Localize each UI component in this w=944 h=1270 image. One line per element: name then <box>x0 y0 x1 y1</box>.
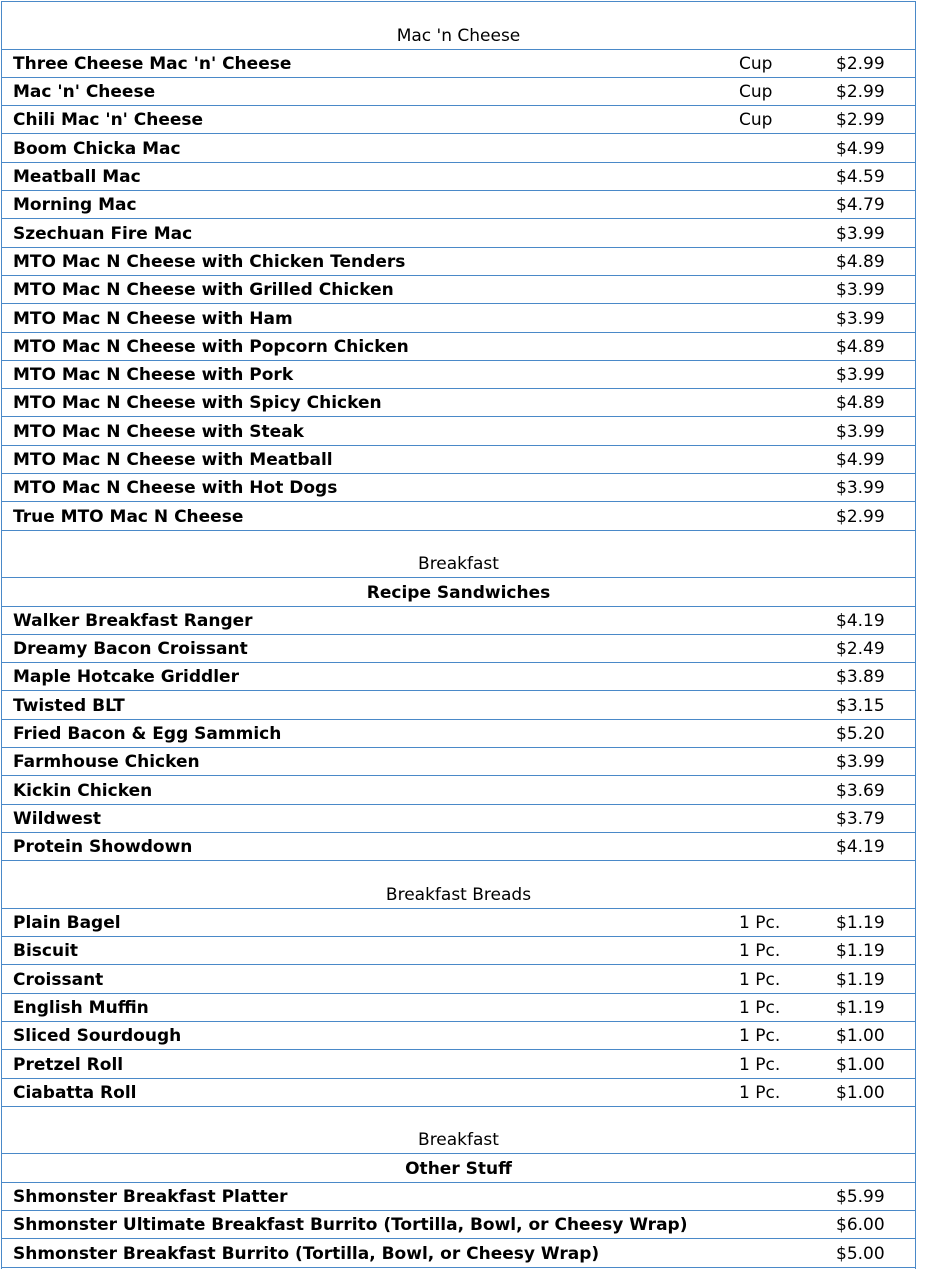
menu-item-row <box>2 389 915 417</box>
item-price: $4.79 <box>836 195 885 216</box>
section-subcaption: Recipe Sandwiches <box>366 582 551 603</box>
item-name: Boom Chicka Mac <box>13 138 181 159</box>
section-subcaption: Other Stuff <box>405 1158 512 1179</box>
item-price: $5.99 <box>836 1187 885 1208</box>
menu-item-row <box>2 1183 915 1211</box>
item-name: Kickin Chicken <box>13 780 153 801</box>
section-caption: Breakfast <box>418 554 499 575</box>
item-price: $3.99 <box>836 421 885 442</box>
item-name: MTO Mac N Cheese with Chicken Tenders <box>13 251 406 272</box>
menu-table <box>1 1 916 1269</box>
menu-item-row <box>2 994 915 1022</box>
menu-item-row <box>2 304 915 332</box>
item-name: Shmonster Breakfast Platter <box>13 1187 288 1208</box>
item-price: $5.00 <box>836 1243 885 1264</box>
item-name: MTO Mac N Cheese with Grilled Chicken <box>13 280 394 301</box>
item-price: $1.19 <box>836 997 885 1018</box>
item-name: MTO Mac N Cheese with Popcorn Chicken <box>13 336 409 357</box>
menu-item-row <box>2 163 915 191</box>
menu-item-row <box>2 78 915 106</box>
item-price: $3.89 <box>836 667 885 688</box>
menu-item-row <box>2 909 915 937</box>
item-price: $3.79 <box>836 808 885 829</box>
menu-item-row <box>2 607 915 635</box>
item-unit: 1 Pc. <box>739 941 781 962</box>
item-price: $1.19 <box>836 913 885 934</box>
menu-item-row <box>2 361 915 389</box>
item-name: True MTO Mac N Cheese <box>13 506 244 527</box>
menu-item-row <box>2 106 915 134</box>
menu-item-row <box>2 748 915 776</box>
menu-item-row <box>2 474 915 502</box>
item-price: $4.59 <box>836 167 885 188</box>
item-unit: 1 Pc. <box>739 1026 781 1047</box>
item-name: Dreamy Bacon Croissant <box>13 639 248 660</box>
section-subheader <box>2 1154 915 1182</box>
item-name: MTO Mac N Cheese with Spicy Chicken <box>13 393 382 414</box>
item-unit: 1 Pc. <box>739 1082 781 1103</box>
item-name: MTO Mac N Cheese with Ham <box>13 308 293 329</box>
item-price: $3.99 <box>836 478 885 499</box>
item-unit: 1 Pc. <box>739 913 781 934</box>
item-price: $4.89 <box>836 336 885 357</box>
item-name: MTO Mac N Cheese with Pork <box>13 365 294 386</box>
item-price: $1.00 <box>836 1054 885 1075</box>
item-name: MTO Mac N Cheese with Meatball <box>13 450 333 471</box>
section-header <box>2 861 915 909</box>
item-name: Shmonster Breakfast Burrito (Tortilla, Bowl, or Cheesy Wrap) <box>13 1243 600 1264</box>
section-header <box>2 531 915 579</box>
item-name: Maple Hotcake Griddler <box>13 667 239 688</box>
item-name: Fried Bacon & Egg Sammich <box>13 724 282 745</box>
menu-item-row <box>2 417 915 445</box>
item-price: $1.19 <box>836 969 885 990</box>
item-name: MTO Mac N Cheese with Hot Dogs <box>13 478 338 499</box>
menu-item-row <box>2 502 915 530</box>
section-subheader <box>2 578 915 606</box>
item-price: $4.99 <box>836 450 885 471</box>
item-price: $3.99 <box>836 280 885 301</box>
item-price: $3.69 <box>836 780 885 801</box>
item-price: $2.99 <box>836 506 885 527</box>
menu-item-row <box>2 663 915 691</box>
menu-item-row <box>2 720 915 748</box>
item-price: $3.99 <box>836 308 885 329</box>
item-name: Sliced Sourdough <box>13 1026 182 1047</box>
item-unit: Cup <box>739 82 773 103</box>
item-price: $4.19 <box>836 837 885 858</box>
section-header <box>2 1107 915 1155</box>
menu-item-row <box>2 1211 915 1239</box>
item-unit: Cup <box>739 53 773 74</box>
menu-item-row <box>2 691 915 719</box>
item-price: $3.15 <box>836 695 885 716</box>
item-name: Wildwest <box>13 808 102 829</box>
menu-item-row <box>2 965 915 993</box>
item-price: $1.00 <box>836 1026 885 1047</box>
item-unit: Cup <box>739 110 773 131</box>
item-name: English Muffin <box>13 997 149 1018</box>
item-price: $4.89 <box>836 393 885 414</box>
item-price: $2.99 <box>836 110 885 131</box>
item-name: Morning Mac <box>13 195 137 216</box>
section-caption: Breakfast <box>418 1130 499 1151</box>
item-name: Ciabatta Roll <box>13 1082 137 1103</box>
item-price: $1.00 <box>836 1082 885 1103</box>
item-name: Meatball Mac <box>13 167 141 188</box>
item-name: MTO Mac N Cheese with Steak <box>13 421 304 442</box>
item-price: $3.99 <box>836 223 885 244</box>
item-name: Pretzel Roll <box>13 1054 124 1075</box>
item-name: Chili Mac 'n' Cheese <box>13 110 204 131</box>
item-price: $5.20 <box>836 724 885 745</box>
menu-item-row <box>2 134 915 162</box>
item-price: $4.99 <box>836 138 885 159</box>
item-unit: 1 Pc. <box>739 969 781 990</box>
item-price: $1.19 <box>836 941 885 962</box>
menu-item-row <box>2 446 915 474</box>
item-name: Shmonster Ultimate Breakfast Burrito (Tortilla, Bowl, or Cheesy Wrap) <box>13 1215 688 1236</box>
menu-item-row <box>2 776 915 804</box>
section-caption: Breakfast Breads <box>385 884 532 905</box>
section-caption: Mac 'n Cheese <box>396 25 521 46</box>
item-price: $2.99 <box>836 53 885 74</box>
item-price: $4.19 <box>836 610 885 631</box>
menu-item-row <box>2 333 915 361</box>
item-price: $6.00 <box>836 1215 885 1236</box>
item-price: $2.99 <box>836 82 885 103</box>
menu-item-row <box>2 191 915 219</box>
item-price: $3.99 <box>836 752 885 773</box>
menu-item-row <box>2 276 915 304</box>
item-name: Mac 'n' Cheese <box>13 82 156 103</box>
item-price: $3.99 <box>836 365 885 386</box>
menu-item-row <box>2 219 915 247</box>
menu-item-row <box>2 1239 915 1267</box>
item-name: Croissant <box>13 969 104 990</box>
item-name: Twisted BLT <box>13 695 125 716</box>
item-name: Three Cheese Mac 'n' Cheese <box>13 53 292 74</box>
item-price: $2.49 <box>836 639 885 660</box>
item-unit: 1 Pc. <box>739 997 781 1018</box>
item-name: Biscuit <box>13 941 79 962</box>
item-name: Szechuan Fire Mac <box>13 223 193 244</box>
menu-item-row <box>2 635 915 663</box>
item-name: Walker Breakfast Ranger <box>13 610 253 631</box>
item-unit: 1 Pc. <box>739 1054 781 1075</box>
item-price: $4.89 <box>836 251 885 272</box>
item-name: Protein Showdown <box>13 837 193 858</box>
item-name: Farmhouse Chicken <box>13 752 200 773</box>
menu-item-row <box>2 50 915 78</box>
menu-item-row <box>2 1022 915 1050</box>
menu-item-row <box>2 1079 915 1107</box>
menu-item-row <box>2 937 915 965</box>
menu-item-row <box>2 248 915 276</box>
menu-item-row <box>2 805 915 833</box>
section-header <box>2 2 915 50</box>
menu-item-row <box>2 833 915 861</box>
item-name: Plain Bagel <box>13 913 121 934</box>
menu-item-row <box>2 1050 915 1078</box>
